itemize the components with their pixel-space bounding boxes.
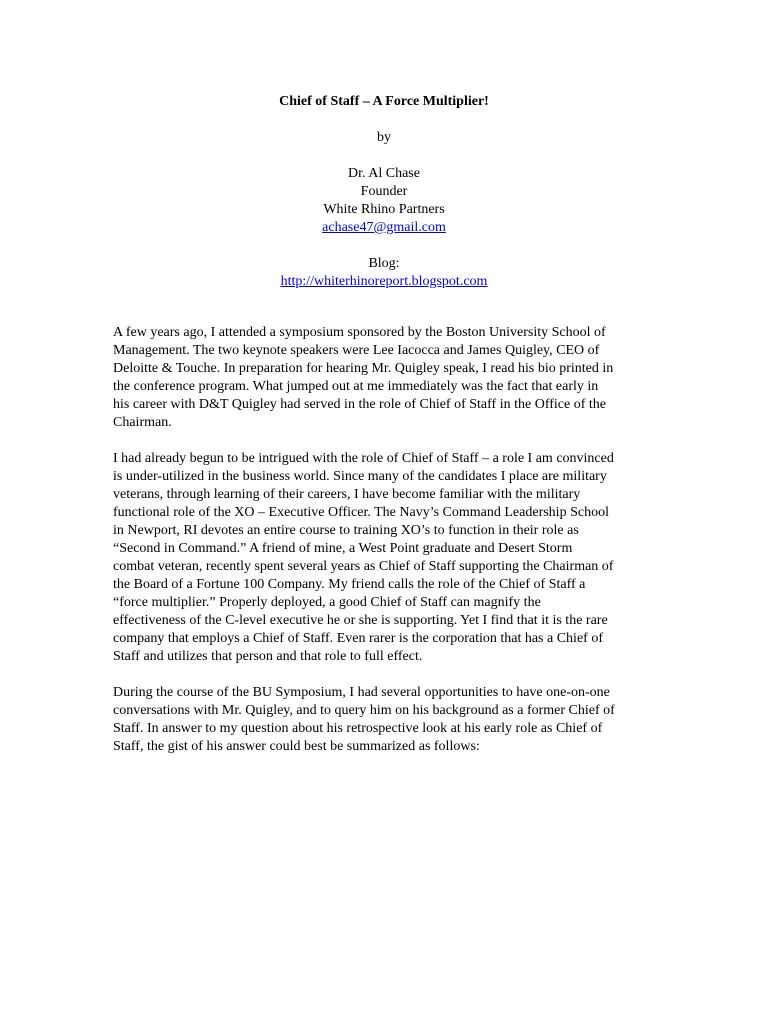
- document-header: [0, 93, 768, 291]
- paragraph-line: Staff, the gist of his answer could best be summarized as follows:: [113, 739, 480, 754]
- paragraph-line: the Board of a Fortune 100 Company. My friend calls the role of the Chief of Staff a: [113, 577, 586, 592]
- paragraph-line: the conference program. What jumped out at me immediately was the fact that early in: [113, 379, 599, 394]
- blog-url-link[interactable]: http://whiterhinoreport.blogspot.com: [280, 274, 488, 289]
- paragraph-line: “force multiplier.” Properly deployed, a good Chief of Staff can magnify the: [113, 595, 541, 610]
- paragraph-line: company that employs a Chief of Staff. Even rarer is the corporation that has a Chief of: [113, 631, 603, 646]
- paragraph: [113, 324, 658, 432]
- spacer: [0, 111, 768, 129]
- author-email-link[interactable]: achase47@gmail.com: [322, 220, 446, 235]
- paragraph-line: combat veteran, recently spent several years as Chief of Staff supporting the Chairman of: [113, 559, 614, 574]
- paragraph-line: Chairman.: [113, 415, 172, 430]
- paragraph-line: Staff. In answer to my question about his retrospective look at his early role as Chief of: [113, 721, 603, 736]
- author-role: Founder: [360, 184, 408, 199]
- spacer: [0, 237, 768, 255]
- paragraph-line: Deloitte & Touche. In preparation for hearing Mr. Quigley speak, I read his bio printed in: [113, 361, 614, 376]
- paragraph-line: functional role of the XO – Executive Officer. The Navy’s Command Leadership School: [113, 505, 609, 520]
- document-body: [113, 324, 658, 774]
- blog-label: Blog:: [368, 256, 400, 271]
- paragraph: [113, 450, 658, 666]
- paragraph-line: is under-utilized in the business world. Since many of the candidates I place are military: [113, 469, 607, 484]
- paragraph-line: During the course of the BU Symposium, I had several opportunities to have one-on-one: [113, 685, 610, 700]
- paragraph-line: A few years ago, I attended a symposium sponsored by the Boston University School of: [113, 325, 606, 340]
- author-company: White Rhino Partners: [323, 202, 445, 217]
- paragraph-line: I had already begun to be intrigued with the role of Chief of Staff – a role I am convinced: [113, 451, 614, 466]
- spacer: [0, 147, 768, 165]
- paragraph-line: effectiveness of the C-level executive he or she is supporting. Yet I find that it is the rare: [113, 613, 608, 628]
- paragraph-line: in Newport, RI devotes an entire course to training XO’s to function in their role as: [113, 523, 579, 538]
- paragraph-line: Staff and utilizes that person and that role to full effect.: [113, 649, 423, 664]
- paragraph-line: veterans, through learning of their careers, I have become familiar with the military: [113, 487, 581, 502]
- document-title: Chief of Staff – A Force Multiplier!: [279, 94, 489, 109]
- paragraph-line: his career with D&T Quigley had served in the role of Chief of Staff in the Office of the: [113, 397, 606, 412]
- paragraph-line: Management. The two keynote speakers were Lee Iacocca and James Quigley, CEO of: [113, 343, 600, 358]
- author-name: Dr. Al Chase: [348, 166, 420, 181]
- byline-by: by: [377, 130, 391, 145]
- paragraph: [113, 684, 658, 756]
- paragraph-line: conversations with Mr. Quigley, and to query him on his background as a former Chief of: [113, 703, 615, 718]
- paragraph-line: “Second in Command.” A friend of mine, a West Point graduate and Desert Storm: [113, 541, 573, 556]
